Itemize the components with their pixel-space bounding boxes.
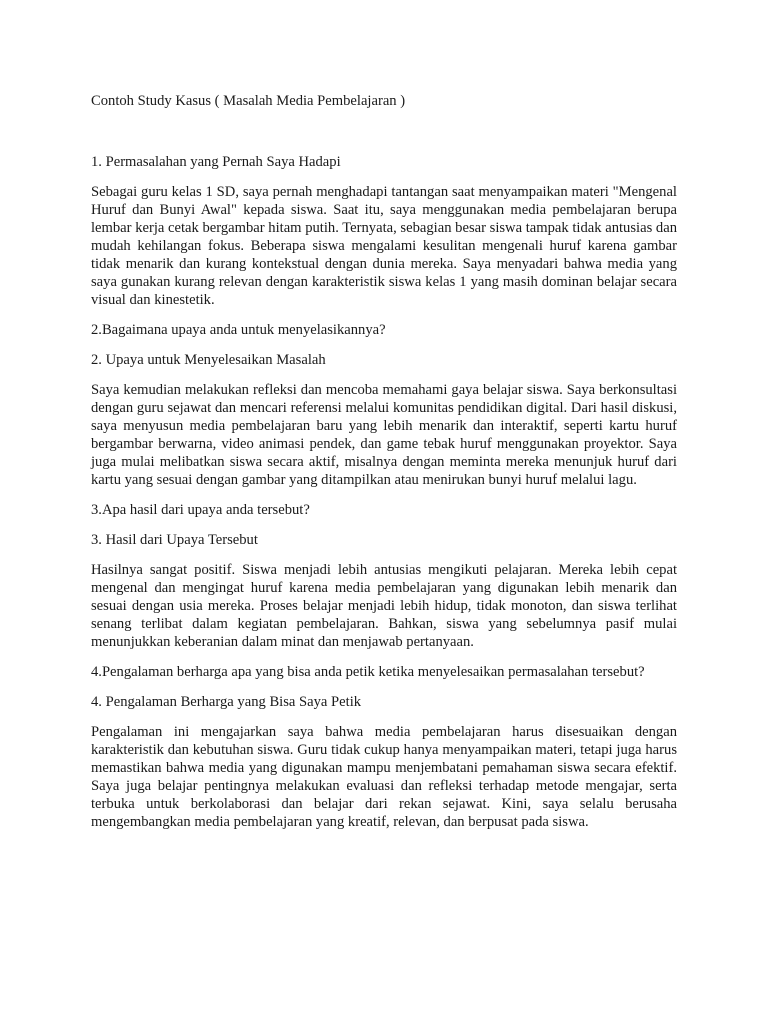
- section-1-body: Sebagai guru kelas 1 SD, saya pernah menghadapi tantangan saat menyampaikan materi "Mengenal Huruf dan Bunyi Awal" kepada siswa. Saat itu, saya menggunakan media pembelajaran berupa lembar kerja cetak bergambar hitam putih. Ternyata, sebagian besar siswa tampak tidak antusias dan mudah kehilangan fokus. Beberapa siswa mengalami kesulitan mengenali huruf karena gambar tidak menarik dan kurang kontekstual dengan dunia mereka. Saya menyadari bahwa media yang saya gunakan kurang relevan dengan karakteristik siswa kelas 1 yang masih dominan belajar secara visual dan kinestetik.: [91, 184, 677, 308]
- document-title: Contoh Study Kasus ( Masalah Media Pembelajaran ): [91, 93, 406, 109]
- section-4-heading: 4. Pengalaman Berharga yang Bisa Saya Petik: [91, 694, 362, 710]
- document-page: [91, 92, 677, 831]
- section-2-question: 2.Bagaimana upaya anda untuk menyelasikannya?: [91, 322, 386, 338]
- section-2-heading: 2. Upaya untuk Menyelesaikan Masalah: [91, 352, 326, 368]
- section-3-heading: 3. Hasil dari Upaya Tersebut: [91, 532, 258, 548]
- section-3-body: Hasilnya sangat positif. Siswa menjadi lebih antusias mengikuti pelajaran. Mereka lebih cepat mengenal dan mengingat huruf karena media pembelajaran yang digunakan lebih menarik dan sesuai dengan usia mereka. Proses belajar menjadi lebih hidup, tidak monoton, dan siswa terlihat senang terlibat dalam kegiatan pembelajaran. Bahkan, siswa yang sebelumnya pasif mulai menunjukkan keberanian dalam minat dan menjawab pertanyaan.: [91, 562, 677, 650]
- section-2-body: Saya kemudian melakukan refleksi dan mencoba memahami gaya belajar siswa. Saya berkonsultasi dengan guru sejawat dan mencari referensi melalui komunitas pendidikan digital. Dari hasil diskusi, saya menyusun media pembelajaran baru yang lebih menarik dan interaktif, seperti kartu huruf bergambar berwarna, video animasi pendek, dan game tebak huruf menggunakan proyektor. Saya juga mulai melibatkan siswa secara aktif, misalnya dengan meminta mereka menunjuk huruf dari kartu yang sesuai dengan gambar yang ditampilkan atau menirukan bunyi huruf melalui lagu.: [91, 382, 677, 488]
- section-4-question: 4.Pengalaman berharga apa yang bisa anda petik ketika menyelesaikan permasalahan tersebut?: [91, 664, 645, 680]
- section-1-heading: 1. Permasalahan yang Pernah Saya Hadapi: [91, 154, 341, 170]
- section-3-question: 3.Apa hasil dari upaya anda tersebut?: [91, 502, 310, 518]
- section-4-body: Pengalaman ini mengajarkan saya bahwa media pembelajaran harus disesuaikan dengan karakteristik dan kebutuhan siswa. Guru tidak cukup hanya menyampaikan materi, tetapi juga harus memastikan bahwa media yang digunakan mampu menjembatani pemahaman siswa secara efektif. Saya juga belajar pentingnya melakukan evaluasi dan refleksi terhadap metode mengajar, serta terbuka untuk berkolaborasi dan belajar dari rekan sejawat. Kini, saya selalu berusaha mengembangkan media pembelajaran yang kreatif, relevan, dan berpusat pada siswa.: [91, 724, 677, 830]
